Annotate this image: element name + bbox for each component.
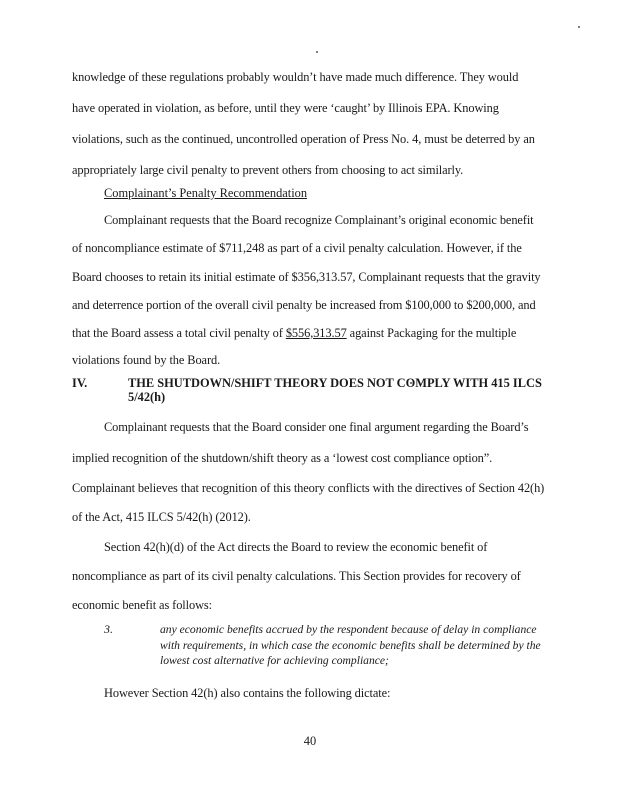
scan-speck [316, 51, 318, 53]
paragraph-line: implied recognition of the shutdown/shift theory as a ‘lowest cost compliance option”. [72, 451, 493, 465]
paragraph-line [72, 326, 516, 341]
paragraph-line: violations, such as the continued, uncontrolled operation of Press No. 4, must be deterred by an [72, 132, 535, 146]
paragraph-line: knowledge of these regulations probably wouldn’t have made much difference. They would [72, 70, 519, 84]
line-text: that the Board assess a total civil penalty of [72, 326, 286, 340]
total-penalty-amount: $556,313.57 [285, 326, 347, 340]
paragraph-line: Complainant requests that the Board consider one final argument regarding the Board’s [104, 420, 529, 434]
section-title-line: THE SHUTDOWN/SHIFT THEORY DOES NOT COMPLY WITH 415 ILCS [128, 376, 542, 390]
paragraph-line: noncompliance as part of its civil penalty calculations. This Section provides for recovery of [72, 569, 521, 583]
paragraph-line: violations found by the Board. [72, 353, 221, 367]
scan-speck [578, 26, 580, 28]
paragraph-line: Section 42(h)(d) of the Act directs the Board to review the economic benefit of [104, 540, 488, 554]
paragraph-line: have operated in violation, as before, until they were ‘caught’ by Illinois EPA. Knowing [72, 101, 499, 115]
block-quote: any economic benefits accrued by the respondent because of delay in compliance with requirements, in which case the economic benefits shall be determined by the lowest cost alternative for achieving compliance; [160, 623, 541, 667]
paragraph-line: Complainant requests that the Board recognize Complainant’s original economic benefit [104, 213, 534, 227]
paragraph-line: Complainant believes that recognition of this theory conflicts with the directives of Section 42(h) [72, 481, 545, 495]
section-number: IV. [72, 376, 88, 390]
paragraph-line: economic benefit as follows: [72, 598, 212, 612]
line-text: against Packaging for the multiple [346, 326, 517, 340]
section-title-line: 5/42(h) [128, 390, 166, 404]
page-number: 40 [303, 734, 317, 748]
paragraph-line: and deterrence portion of the overall civil penalty be increased from $100,000 to $200,000, and [72, 298, 536, 312]
paragraph-line: Board chooses to retain its initial estimate of $356,313.57, Complainant requests that the gravity [72, 270, 541, 284]
quote-item-number: 3. [104, 622, 113, 636]
paragraph-line: of the Act, 415 ILCS 5/42(h) (2012). [72, 510, 251, 524]
subheading-penalty-recommendation: Complainant’s Penalty Recommendation [104, 186, 308, 200]
paragraph-line: appropriately large civil penalty to prevent others from choosing to act similarly. [72, 163, 464, 177]
paragraph-line: of noncompliance estimate of $711,248 as part of a civil penalty calculation. However, if the [72, 241, 522, 255]
paragraph-line: However Section 42(h) also contains the following dictate: [104, 686, 391, 700]
